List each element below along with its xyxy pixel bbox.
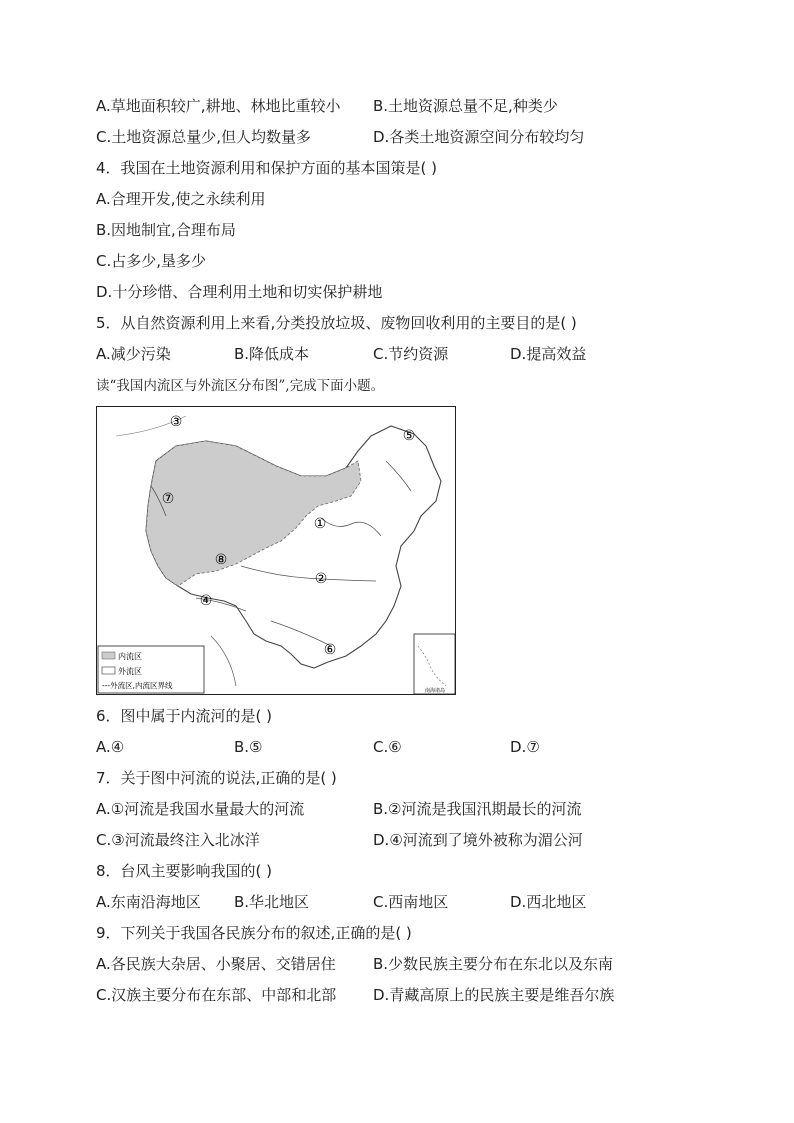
map-label-4: ④ — [199, 593, 213, 609]
map-label-2: ② — [314, 571, 328, 587]
q7-option-a: A.①河流是我国水量最大的河流 — [96, 800, 305, 818]
q8-option-d: D.西北地区 — [510, 893, 587, 911]
map-label-1: ① — [313, 516, 327, 532]
china-drainage-map — [96, 406, 456, 695]
q8-stem: 8．台风主要影响我国的( ) — [96, 862, 273, 880]
q4-option-a: A.合理开发,使之永续利用 — [96, 190, 266, 208]
legend-boundary: ---外流区,内流区界线 — [102, 681, 173, 690]
reading-note: 读“我国内流区与外流区分布图”,完成下面小题。 — [96, 378, 385, 394]
q6-option-b: B.⑤ — [234, 738, 263, 756]
q3-option-a: A.草地面积较广,耕地、林地比重较小 — [96, 97, 341, 115]
q4-stem: 4．我国在土地资源利用和保护方面的基本国策是( ) — [96, 159, 438, 177]
q5-option-b: B.降低成本 — [234, 345, 310, 363]
legend-outflow: 外流区 — [118, 667, 142, 676]
q3-option-d: D.各类土地资源空间分布较均匀 — [373, 128, 585, 146]
q4-option-c: C.占多少,垦多少 — [96, 252, 207, 270]
q9-option-d: D.青藏高原上的民族主要是维吾尔族 — [373, 986, 615, 1004]
q9-stem: 9．下列关于我国各民族分布的叙述,正确的是( ) — [96, 924, 412, 942]
q3-option-b: B.土地资源总量不足,种类少 — [373, 97, 558, 115]
map-label-6: ⑥ — [323, 642, 337, 658]
q5-option-d: D.提高效益 — [510, 345, 587, 363]
q9-option-a: A.各民族大杂居、小聚居、交错居住 — [96, 955, 336, 973]
q8-option-a: A.东南沿海地区 — [96, 893, 201, 911]
q7-stem: 7．关于图中河流的说法,正确的是( ) — [96, 769, 337, 787]
legend-inland: 内流区 — [118, 652, 142, 661]
map-label-7: ⑦ — [161, 491, 175, 507]
q6-option-c: C.⑥ — [373, 738, 402, 756]
q3-option-c: C.土地资源总量少,但人均数量多 — [96, 128, 312, 146]
q7-option-c: C.③河流最终注入北冰洋 — [96, 831, 260, 849]
q9-option-c: C.汉族主要分布在东部、中部和北部 — [96, 986, 337, 1004]
q9-option-b: B.少数民族主要分布在东北以及东南 — [373, 955, 614, 973]
q4-option-d: D.十分珍惜、合理利用土地和切实保护耕地 — [96, 283, 383, 301]
q7-option-b: B.②河流是我国汛期最长的河流 — [373, 800, 582, 818]
inset-south-china-sea — [414, 634, 455, 694]
q6-stem: 6．图中属于内流河的是( ) — [96, 707, 273, 725]
inset-label: 南海诸岛 — [424, 688, 446, 694]
q5-option-c: C.节约资源 — [373, 345, 449, 363]
map-label-3: ③ — [169, 414, 183, 430]
map-label-5: ⑤ — [402, 428, 416, 444]
map-label-8: ⑧ — [214, 552, 228, 568]
q4-option-b: B.因地制宜,合理布局 — [96, 221, 236, 239]
q8-option-c: C.西南地区 — [373, 893, 449, 911]
q5-option-a: A.减少污染 — [96, 345, 171, 363]
q6-option-d: D.⑦ — [510, 738, 540, 756]
q8-option-b: B.华北地区 — [234, 893, 310, 911]
q5-stem: 5．从自然资源利用上来看,分类投放垃圾、废物回收利用的主要目的是( ) — [96, 314, 577, 332]
q6-option-a: A.④ — [96, 738, 125, 756]
q7-option-d: D.④河流到了境外被称为湄公河 — [373, 831, 583, 849]
